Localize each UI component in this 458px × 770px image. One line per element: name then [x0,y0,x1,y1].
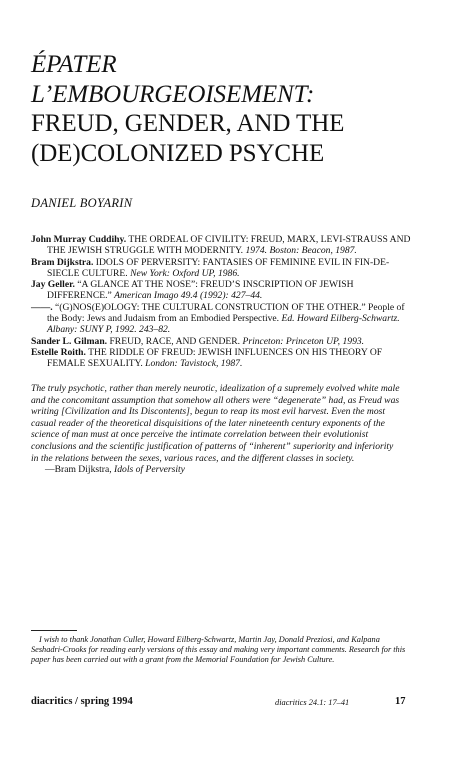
epigraph [31,383,403,476]
epigraph-attribution-work: Idols of Perversity [114,464,185,476]
author-name: DANIEL BOYARIN [31,196,133,210]
title-line-4: (DE)COLONIZED PSYCHE [31,139,325,167]
epigraph-attribution [31,464,403,476]
work-author: Sander L. Gilman. [31,335,108,347]
title-line-3: FREUD, GENDER, AND THE [31,110,345,137]
footnote-rule [31,630,77,631]
page-number: 17 [395,696,406,707]
work-publication: Ed. Howard Eilberg-Schwartz. Albany: SUNY P, 1992. 243–82. [47,313,400,336]
work-title: “(G)NOS(E)OLOGY: THE CULTURAL CONSTRUCTION OF THE OTHER.” People of the Body: Jews and Judaism from an Embodied Perspective. [47,301,405,325]
work-entry [31,234,411,257]
work-title: FREUD, RACE, AND GENDER. [109,335,241,347]
work-publication: 1974. Boston: Beacon, 1987. [245,245,357,257]
work-author: Estelle Roith. [31,346,86,358]
work-title: THE RIDDLE OF FREUD: JEWISH INFLUENCES ON HIS THEORY OF FEMALE SEXUALITY. [47,346,383,370]
work-title: IDOLS OF PERVERSITY: FANTASIES OF FEMININE EVIL IN FIN-DE-SIECLE CULTURE. [47,256,390,279]
work-author: ——. [31,301,53,313]
work-entry [31,336,411,347]
work-publication: American Imago 49.4 (1992): 427–44. [114,290,263,302]
work-title: “A GLANCE AT THE NOSE”: FREUD’S INSCRIPTION OF JEWISH DIFFERENCE.” [47,279,354,302]
work-author: Bram Dijkstra. [31,256,94,268]
epigraph-text: The truly psychotic, rather than merely neurotic, idealization of a supremely evolved white male and the concomitant assumption that somehow all others were “degenerate” had, as Freud was writing [Civilization and Its Discontents], begun to reap its most evil harvest. Even the most casual reader of the theoretical disquisitions of the later nineteenth century exponents of the science of man must at once perceive the intimate correlation between their evolutionist conclusions and the scientific justification of patterns of “inherent” superiority and inferiority in the relations between the sexes, various races, and the different classes in society. [31,383,400,464]
work-title: THE ORDEAL OF CIVILITY: FREUD, MARX, LEVI-STRAUSS AND THE JEWISH STRUGGLE WITH MODERNITY. [47,234,411,257]
work-publication: London: Tavistock, 1987. [145,358,243,370]
work-entry [31,279,411,302]
work-entry [31,302,411,336]
footnote: I wish to thank Jonathan Culler, Howard Eilberg-Schwartz, Martin Jay, Donald Preziosi, and Kalpana Seshadri-Crooks for reading early versions of this essay and making very important comments. Research for this paper has been carried out with a grant from the Memorial Foundation for Jewish Culture. [31,635,406,664]
work-publication: New York: Oxford UP, 1986. [130,267,240,279]
work-author: John Murray Cuddihy. [31,234,127,245]
title-line-2: L’EMBOURGEOISEMENT: [31,80,315,108]
title-line-1: ÉPATER [31,51,117,78]
footer-citation: diacritics 24.1: 17–41 [275,698,350,707]
epigraph-attribution-name: —Bram Dijkstra, [45,464,112,476]
footer-journal: diacritics / spring 1994 [31,696,133,707]
work-publication: Princeton: Princeton UP, 1993. [242,335,365,347]
work-entry [31,257,411,280]
work-entry [31,347,411,370]
works-reviewed-list [31,234,411,370]
work-author: Jay Geller. [31,279,75,291]
article-title [31,50,431,168]
